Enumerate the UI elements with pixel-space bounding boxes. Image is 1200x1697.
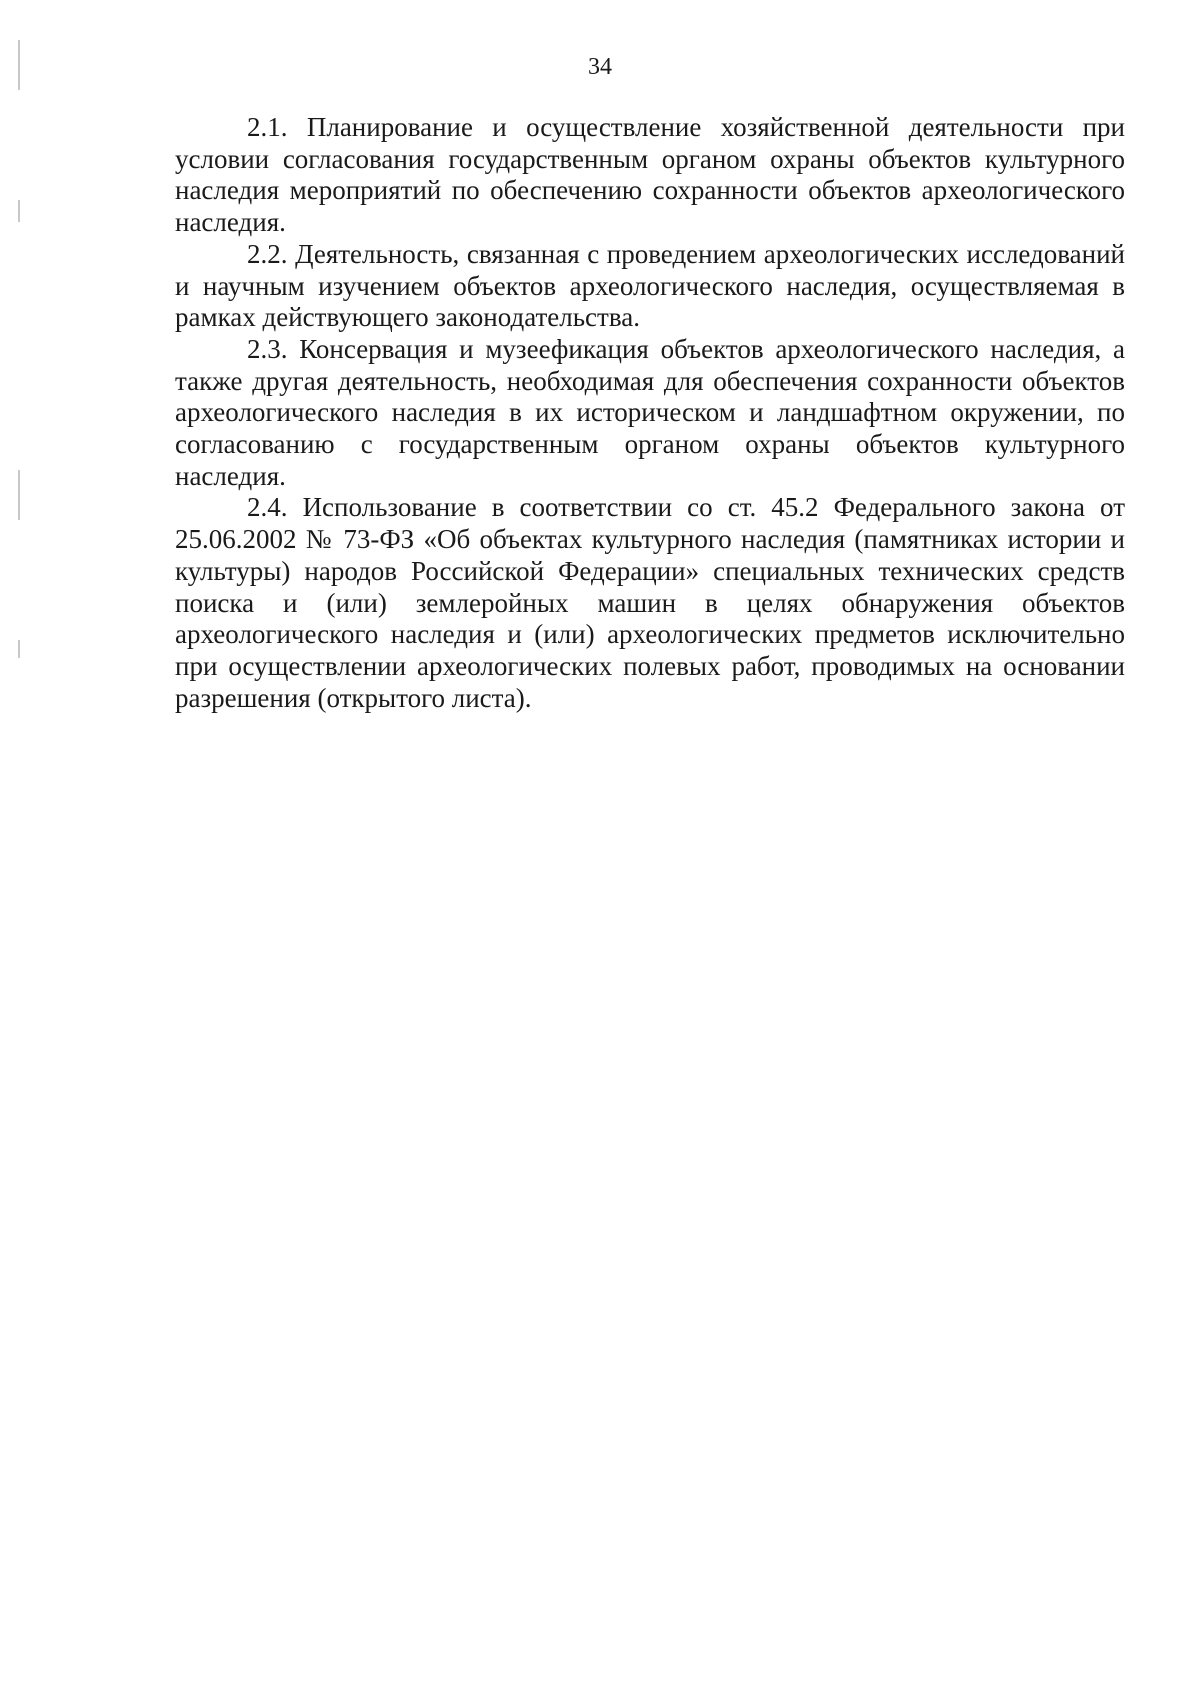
clause-number: 2.3. bbox=[247, 333, 288, 364]
clause-2-4 bbox=[175, 492, 1125, 714]
document-body bbox=[175, 112, 1125, 714]
page-number: 34 bbox=[588, 54, 612, 80]
scan-artifact bbox=[18, 200, 20, 222]
clause-2-2 bbox=[175, 239, 1125, 334]
clause-number: 2.2. bbox=[247, 238, 288, 269]
scan-artifact bbox=[18, 640, 20, 658]
clause-number: 2.1. bbox=[247, 112, 288, 142]
clause-text: Планирование и осуществление хозяйственной деятельности при условии согласования государственным органом охраны объектов культурного наследия мероприятий по обеспечению сохранности объектов археологического наследия. bbox=[175, 112, 1126, 238]
clause-text: Использование в соответствии со ст. 45.2 Федерального закона от 25.06.2002 № 73-ФЗ «Об объектах культурного наследия (памятниках истории и культуры) народов Российской Федерации» специальных технических средств поиска и (или) землеройных машин в целях обнаружения объектов археологического наследия и (или) археологических предметов исключительно при осуществлении археологических полевых работ, проводимых на основании разрешения (открытого листа). bbox=[175, 492, 1125, 713]
clause-2-1 bbox=[175, 112, 1125, 239]
clause-number: 2.4. bbox=[247, 492, 288, 523]
scan-artifact bbox=[18, 470, 20, 520]
clause-text: Консервация и музеефикация объектов археологического наследия, а также другая деятельность, необходимая для обеспечения сохранности объектов археологического наследия в их историческом и ландшафтном окружении, по согласованию с государственным органом охраны объектов культурного наследия. bbox=[175, 333, 1126, 491]
clause-2-3 bbox=[175, 334, 1125, 493]
clause-text: Деятельность, связанная с проведением археологических исследований и научным изучением объектов археологического наследия, осуществляемая в рамках действующего законодательства. bbox=[175, 238, 1126, 333]
